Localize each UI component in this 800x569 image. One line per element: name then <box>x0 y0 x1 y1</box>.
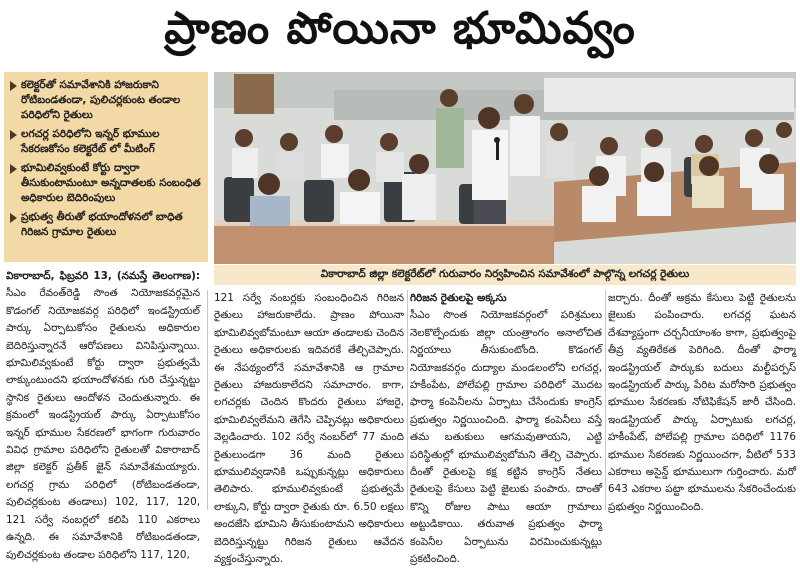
column-divider <box>605 290 606 510</box>
highlight-text: భూమిలివ్వకుంటే కోర్టు ద్వారా తీసుకుంటామంటూ అన్నదాతలకు సంబంధిత అధికారుల బెదిరింపులు <box>21 162 201 204</box>
triangle-bullet-icon <box>10 213 17 223</box>
dateline: వికారాబాద్, ఫిబ్రవరి 13, (నమస్తే తెలంగాణ): <box>6 270 200 282</box>
article-column-1 <box>6 268 200 561</box>
highlight-text: ప్రభుత్వ తీరుతో భయాందోళనలో బాధిత గిరిజన గ్రామాల రైతులు <box>21 211 183 238</box>
highlight-item <box>10 210 202 240</box>
column-2-text: 121 సర్వే నంబర్లకు సంబంధించిన గిరిజన రైతులు హాజరుకాలేదు. ప్రాణం పోయినా భూమిలివ్వబోమంటూ ఆయా తండాలకు చెందిన రైతులు అధికారులకు ఇదివరకే తేల్చిచెప్పారు. ఈ నేపథ్యంలోనే సమావేశానికి ఆ గ్రామాల రైతులు హాజరుకాలేదని సమాచారం. కాగా, లగచర్లకు చెందిన కొందరు రైతులు హాజరై, భూమిలివ్వలేమని తెగేసి చెప్పినట్లు అధికారులు వెల్లడించారు. 102 సర్వే నంబర్‌లో 77 మంది రైతులుండగా 36 మంది రైతులు భూములివ్వడానికి ఒప్పుకున్నట్లు అధికారులు తెలిపారు. భూములివ్వకుంటే ప్రభుత్వమే లాక్కుని, కోర్టు ద్వారా రైతుకు రూ. 6.50 లక్షలు అందజేసి భూమిని తీసుకుంటామని అధికారులు బెదిరిస్తున్నట్టు గిరిజన రైతులు ఆవేదన వ్యక్తంచేస్తున్నారు. <box>214 292 404 566</box>
highlights-box <box>4 72 208 262</box>
triangle-bullet-icon <box>10 164 17 174</box>
triangle-bullet-icon <box>10 130 17 140</box>
article-column-3 <box>410 290 602 566</box>
highlight-item <box>10 78 202 123</box>
subheading: గిరిజన రైతులపై అక్కసు <box>410 292 507 304</box>
article-column-4 <box>608 290 796 514</box>
headline: ప్రాణం పోయినా భూమివ్వం <box>164 3 636 54</box>
highlight-text: కలెక్టర్‌తో సమావేశానికి హాజరుకాని రోటిబండతండా, పులిచర్లకుంట తండాల పరిధిలోని రైతులు <box>21 79 181 121</box>
highlight-text: లగచర్ల పరిధిలోని ఇన్నర్ భూముల సేకరణకోసం కలెక్టరేట్ లో మీటింగ్ <box>21 128 160 155</box>
article-column-2 <box>214 290 404 566</box>
photo-caption: వికారాబాద్ జిల్లా కలెక్టరేట్‌లో గురువారం నిర్వహించిన సమావేశంలో పాల్గొన్న లగచర్ల రైతులు <box>214 265 796 285</box>
column-3-text: సీఎం సొంత నియోజకవర్గంలో పరిశ్రమలు నెలకొల్పేందుకు జిల్లా యంత్రాంగం అనాలోచిత నిర్ణయాలు తీసుకుంటోంది. కొడంగల్ నియోజకవర్గం దుద్యాల మండలంలోని లగచర్ల, హకీంపేట, పోలేపల్లి గ్రామాల పరిధిలో మొదట ఫార్మా కంపెనీలను ఏర్పాటు చేసేందుకు కాంగ్రెస్ ప్రభుత్వం నిర్ణయించింది. ఫార్మా కంపెనీలు వస్తే తమ బతుకులు ఆగమవుతాయని, ఎట్టి పరిస్థితుల్లో భూములివ్వబోమని తేల్చి చెప్పారు. దీంతో రైతులపై కక్ష కట్టిన కాంగ్రెస్ నేతలు రైతులపై కేసులు పెట్టి జైలుకు పంపారు. దాంతో కొన్ని రోజుల పాటు ఆయా గ్రామాలు అట్టుడికాయి. తరువాత ప్రభుత్వం ఫార్మా కంపెనీల ఏర్పాటును విరమించుకున్నట్లు ప్రకటించింది. <box>410 309 602 566</box>
highlight-item <box>10 127 202 157</box>
meeting-photo-illustration <box>214 72 796 264</box>
column-divider <box>407 290 408 510</box>
triangle-bullet-icon <box>10 81 17 91</box>
highlight-item <box>10 161 202 206</box>
column-divider <box>207 290 208 510</box>
column-1-text: సీఎం రేవంత్‌రెడ్డి సొంత నియోజకవర్గమైన కొడంగల్ నియోజకవర్గ పరిధిలో ఇండస్ట్రియల్ పార్కు ఏర్పాటుకోసం రైతులను అధికారుల బెదిరిస్తున్నారనే ఆరోపణలు వినిపిస్తున్నాయి. భూమిలివ్వకుంటే కోర్టు ద్వారా ప్రభుత్వమే లాక్కుంటుందని భయాందోళనకు గురి చేస్తున్నట్టు స్థానిక రైతులు ఆందోళన చెందుతున్నారు. ఈ క్రమంలో ఇండస్ట్రియల్ పార్కు ఏర్పాటుకోసం ఇన్నర్ భూముల సేకరణలో భాగంగా గురువారం వివిధ గ్రామాల పరిధిలోని రైతులతో వికారాబాద్ జిల్లా కలెక్టర్ ప్రతీక్ జైన్ సమావేశమయ్యారు. లగచర్ల గ్రామ పరిధిలో (రోటిబండతండా, పులిచర్లకుంట తండాలు) 102, 117, 120, 121 సర్వే నంబర్లలో కలిపి 110 ఎకరాలు ఉన్నది. ఈ సమావేశానికి రోటిబండతండా, పులిచర్లకుంట తండాల పరిధిలోని 117, 120, <box>6 287 200 561</box>
meeting-photo <box>214 72 796 264</box>
column-4-text: జర్చారు. దీంతో అక్రమ కేసులు పెట్టి రైతులను జైలుకు పంపించారు. లగచర్ల ఘటన దేశవ్యాప్తంగా చర్చనీయాంశం కాగా, ప్రభుత్వంపై తీవ్ర వ్యతిరేకత పెరిగింది. దీంతో ఫార్మా ఇండస్ట్రియల్ పార్కుకు బదులు మల్టీపర్పస్ ఇండస్ట్రియల్ పార్కు పేరిట మరోసారి ప్రభుత్వం భూముల సేకరణకు నోటిఫికేషన్ జారీ చేసింది. ఇండస్ట్రియల్ పార్కు ఏర్పాటుకు లగచర్ల, హకీంపేట్, పోలేపల్లి గ్రామాల పరిధిలో 1176 భూముల సేకరణకు నిర్ణయించగా, వీటిలో 533 ఎకరాలు అసైన్డ్ భూములుగా గుర్తించారు. మరో 643 ఎకరాల పట్టా భూములను సేకరించేందుకు ప్రభుత్వం నిర్ణయించింది. <box>608 292 796 513</box>
